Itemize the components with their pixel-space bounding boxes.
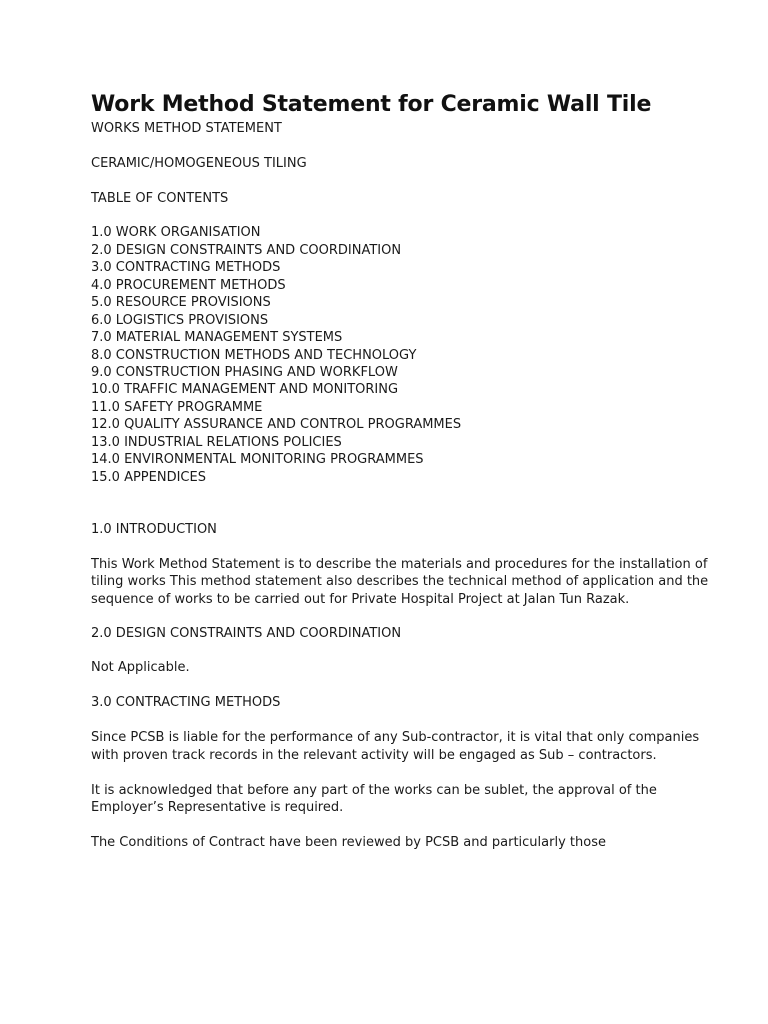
toc-heading: TABLE OF CONTENTS (91, 190, 229, 206)
toc-item: 10.0 TRAFFIC MANAGEMENT AND MONITORING (91, 382, 399, 398)
subtitle-works-method: WORKS METHOD STATEMENT (91, 121, 282, 136)
introduction-paragraph: This Work Method Statement is to describe the materials and procedures for the installation of tiling works This method statement also describes the technical method of application and the sequence of works to be carried out for Private Hospital Project at Jalan Tun Razak. (91, 556, 709, 607)
toc-item: 9.0 CONSTRUCTION PHASING AND WORKFLOW (91, 365, 398, 381)
contracting-paragraph-1: Since PCSB is liable for the performance of any Sub-contractor, it is vital that only companies with proven track records in the relevant activity will be engaged as Sub – contractors. (91, 729, 700, 763)
toc-item: 1.0 WORK ORGANISATION (91, 225, 261, 241)
toc-item: 14.0 ENVIRONMENTAL MONITORING PROGRAMMES (91, 452, 424, 468)
toc-item: 6.0 LOGISTICS PROVISIONS (91, 312, 269, 328)
section-heading-introduction: 1.0 INTRODUCTION (91, 521, 217, 537)
toc-item: 11.0 SAFETY PROGRAMME (91, 399, 263, 415)
contracting-paragraph-3: The Conditions of Contract have been reviewed by PCSB and particularly those (91, 835, 606, 851)
contracting-paragraph-2: It is acknowledged that before any part of the works can be sublet, the approval of the Employer’s Representative is required. (91, 782, 657, 816)
toc-item: 2.0 DESIGN CONSTRAINTS AND COORDINATION (91, 242, 402, 258)
section-heading-contracting-methods: 3.0 CONTRACTING METHODS (91, 695, 281, 711)
section-heading-design-constraints: 2.0 DESIGN CONSTRAINTS AND COORDINATION (91, 625, 402, 641)
subtitle-tiling: CERAMIC/HOMOGENEOUS TILING (91, 155, 307, 171)
document-title: Work Method Statement for Ceramic Wall Tile (91, 92, 652, 117)
document-page (91, 90, 711, 852)
toc-item: 15.0 APPENDICES (91, 469, 206, 485)
toc-item: 13.0 INDUSTRIAL RELATIONS POLICIES (91, 434, 342, 450)
toc-item: 8.0 CONSTRUCTION METHODS AND TECHNOLOGY (91, 347, 417, 363)
toc-item: 3.0 CONTRACTING METHODS (91, 260, 281, 276)
toc-item: 5.0 RESOURCE PROVISIONS (91, 295, 271, 311)
toc-item: 12.0 QUALITY ASSURANCE AND CONTROL PROGRAMMES (91, 417, 462, 433)
toc-item: 4.0 PROCUREMENT METHODS (91, 277, 286, 293)
design-constraints-paragraph: Not Applicable. (91, 660, 190, 676)
toc-item: 7.0 MATERIAL MANAGEMENT SYSTEMS (91, 330, 343, 346)
table-of-contents (91, 224, 711, 486)
